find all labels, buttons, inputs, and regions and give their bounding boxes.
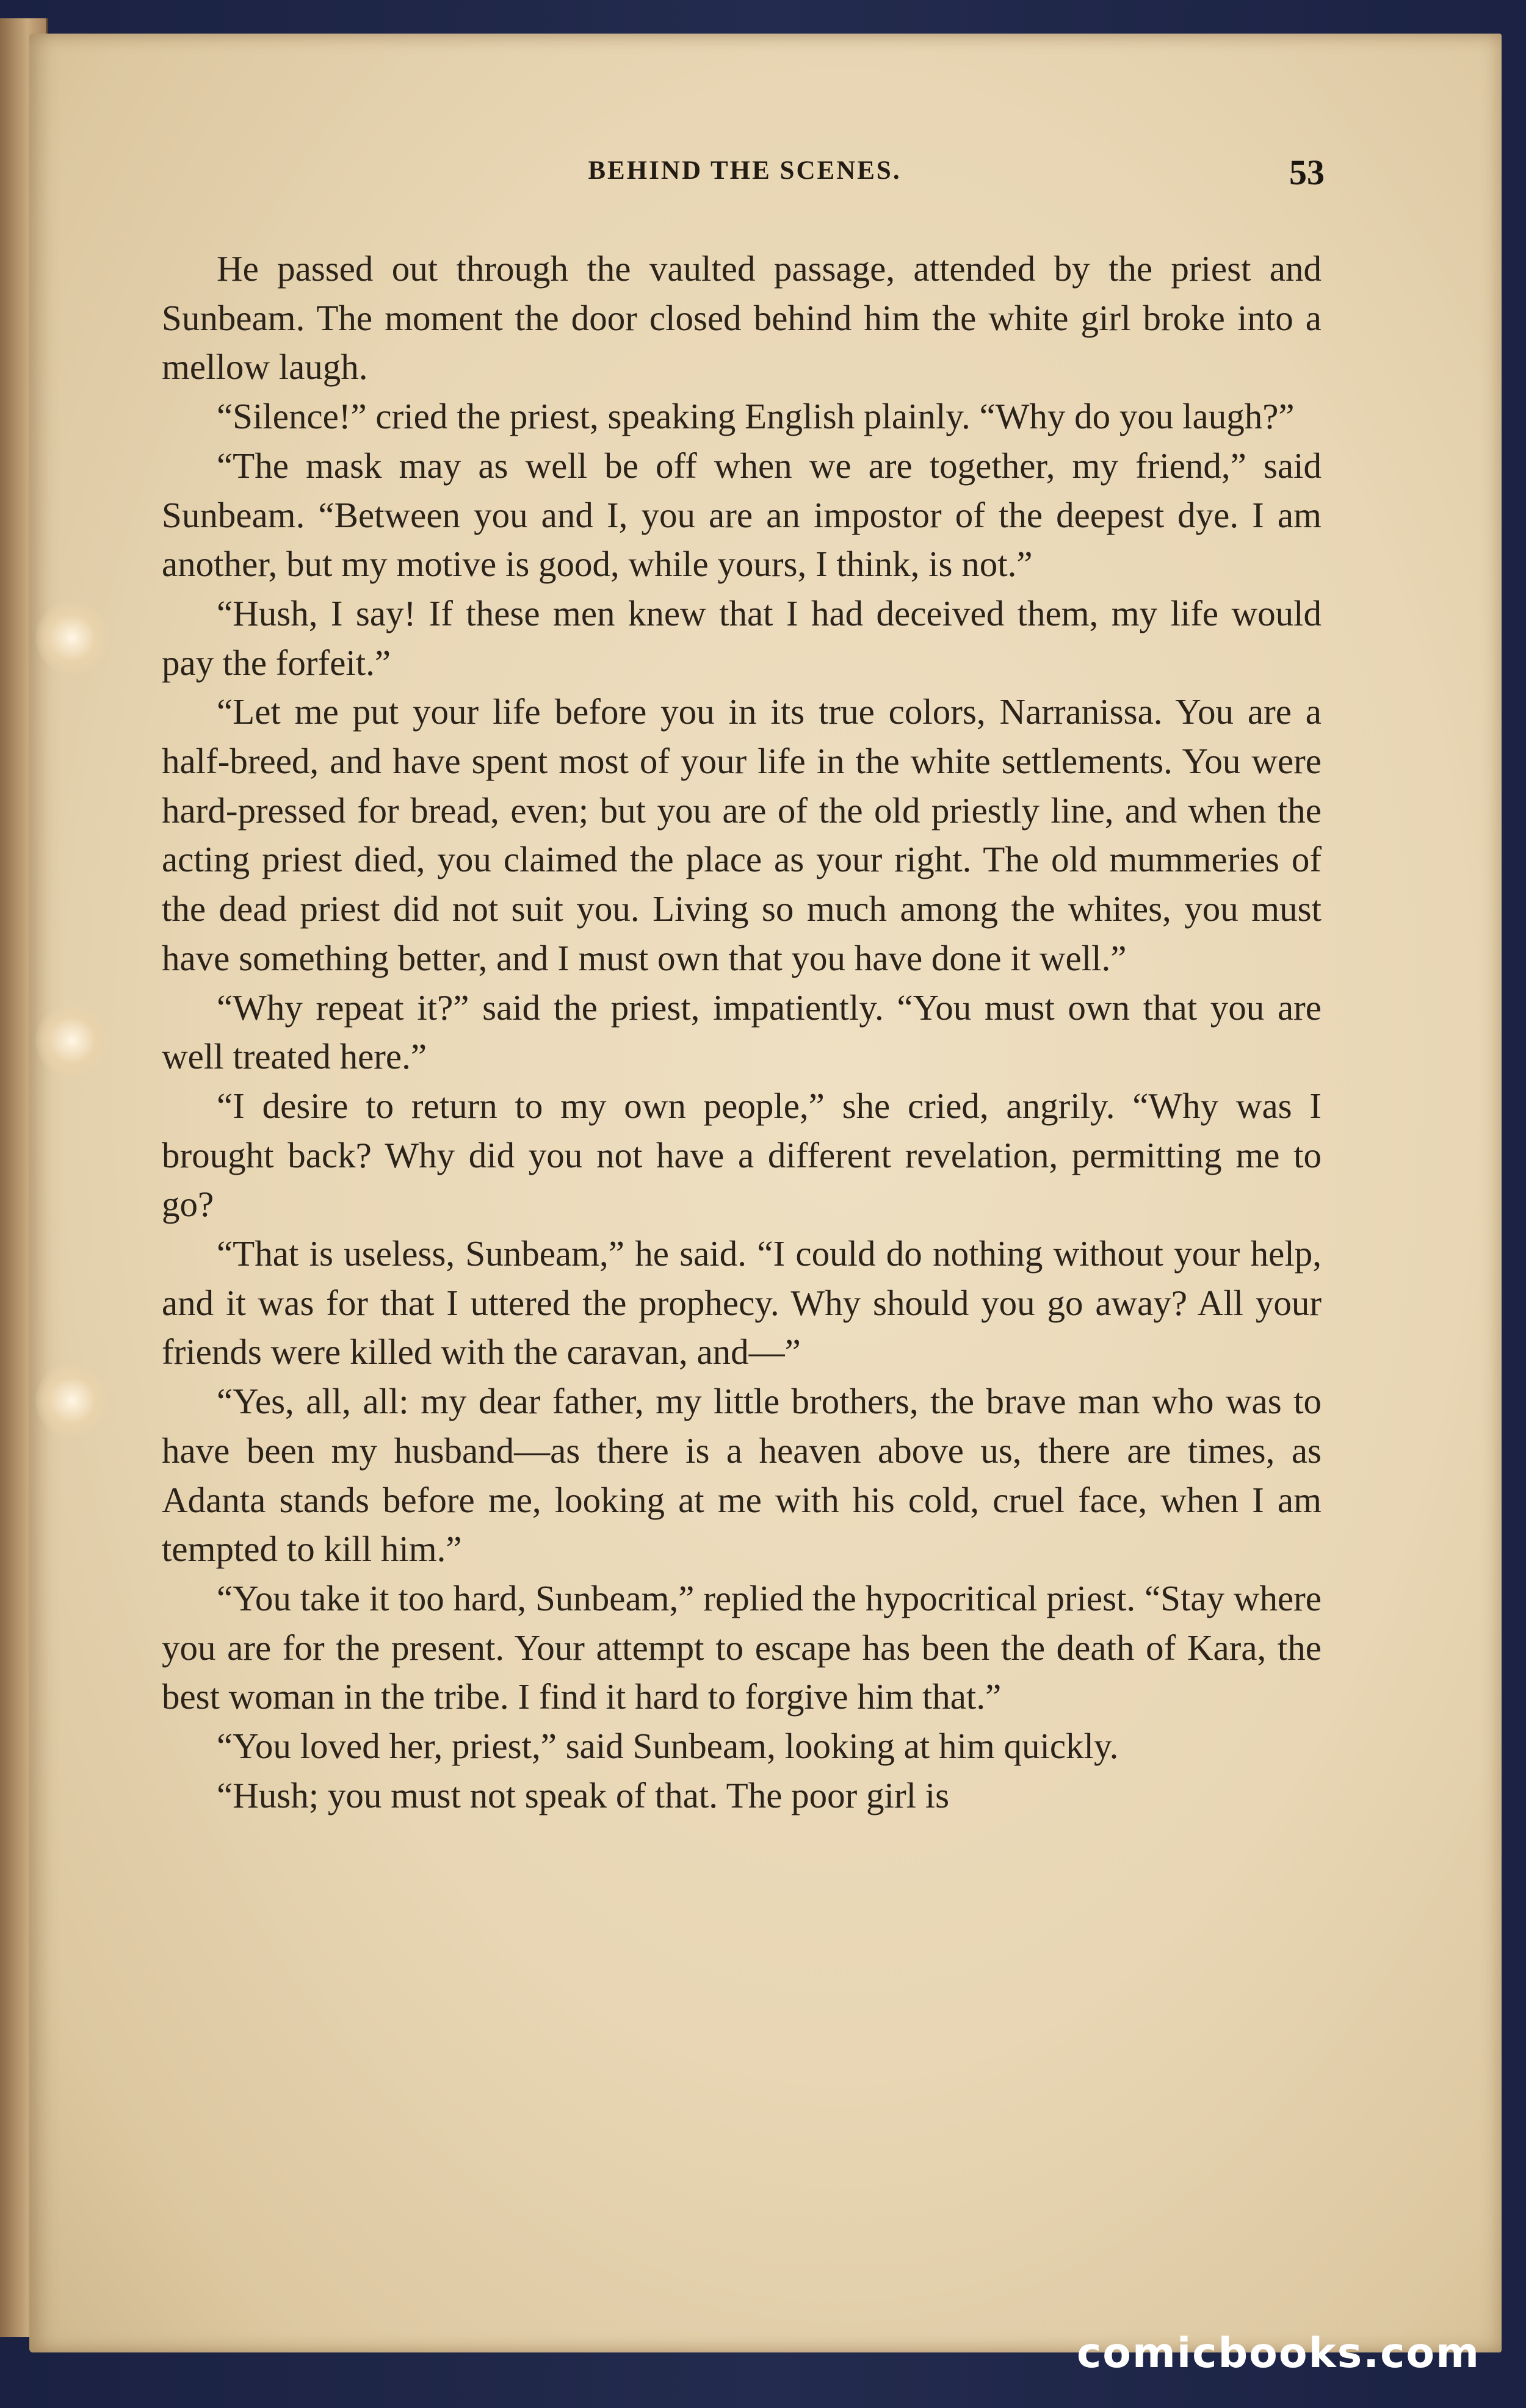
paragraph: “Hush, I say! If these men knew that I had deceived them, my life would pay the forfeit.” bbox=[162, 593, 1322, 683]
body-text bbox=[162, 244, 1322, 1820]
paragraph: He passed out through the vaulted passage, attended by the priest and Sunbeam. The moment the door closed behind him the white girl broke into a mellow laugh. bbox=[162, 248, 1322, 388]
running-head: BEHIND THE SCENES. bbox=[588, 156, 902, 185]
paragraph: “Let me put your life before you in its true colors, Narranissa. You are a half-breed, and have spent most of your life in the white settlements. You were hard-pressed for bread, even; but you are of the old priestly line, and when the acting priest died, you claimed the place as your right. The old mummeries of the dead priest did not suit you. Living so much among the whites, you must have something better, and I must own that you have done it well.” bbox=[162, 691, 1322, 978]
paragraph: “Why repeat it?” said the priest, impatiently. “You must own that you are well treated here.” bbox=[162, 987, 1322, 1077]
paragraph: “Yes, all, all: my dear father, my little brothers, the brave man who was to have been my husband—as there is a heaven above us, there are times, as Adanta stands before me, looking at me with his cold, cruel face, when I am tempted to kill him.” bbox=[162, 1381, 1322, 1570]
binding-hole-middle bbox=[35, 1004, 109, 1077]
binding-hole-bottom bbox=[35, 1364, 109, 1437]
paragraph: “The mask may as well be off when we are together, my friend,” said Sunbeam. “Between you and I, you are an impostor of the deepest dye. I am another, but my motive is good, while yours, I think, is not.” bbox=[162, 445, 1322, 585]
page-number: 53 bbox=[1289, 153, 1325, 192]
page-header bbox=[165, 153, 1325, 198]
binding-hole-top bbox=[35, 601, 109, 674]
site-watermark: comicbooks.com bbox=[1076, 2329, 1480, 2377]
paragraph: “Hush; you must not speak of that. The poor girl is bbox=[217, 1775, 950, 1815]
paragraph: “You take it too hard, Sunbeam,” replied the hypocritical priest. “Stay where you are for the present. Your attempt to escape has been the death of Kara, the best woman in the tribe. I find it hard to forgive him that.” bbox=[162, 1577, 1322, 1717]
paragraph: “I desire to return to my own people,” she cried, angrily. “Why was I brought back? Why did you not have a different revelation, permitting me to go? bbox=[162, 1085, 1322, 1225]
paragraph: “Silence!” cried the priest, speaking English plainly. “Why do you laugh?” bbox=[217, 396, 1295, 437]
paragraph: “You loved her, priest,” said Sunbeam, looking at him quickly. bbox=[217, 1726, 1119, 1767]
paragraph: “That is useless, Sunbeam,” he said. “I could do nothing without your help, and it was for that I uttered the prophecy. Why should you go away? All your friends were killed with the caravan, and—” bbox=[162, 1233, 1322, 1372]
